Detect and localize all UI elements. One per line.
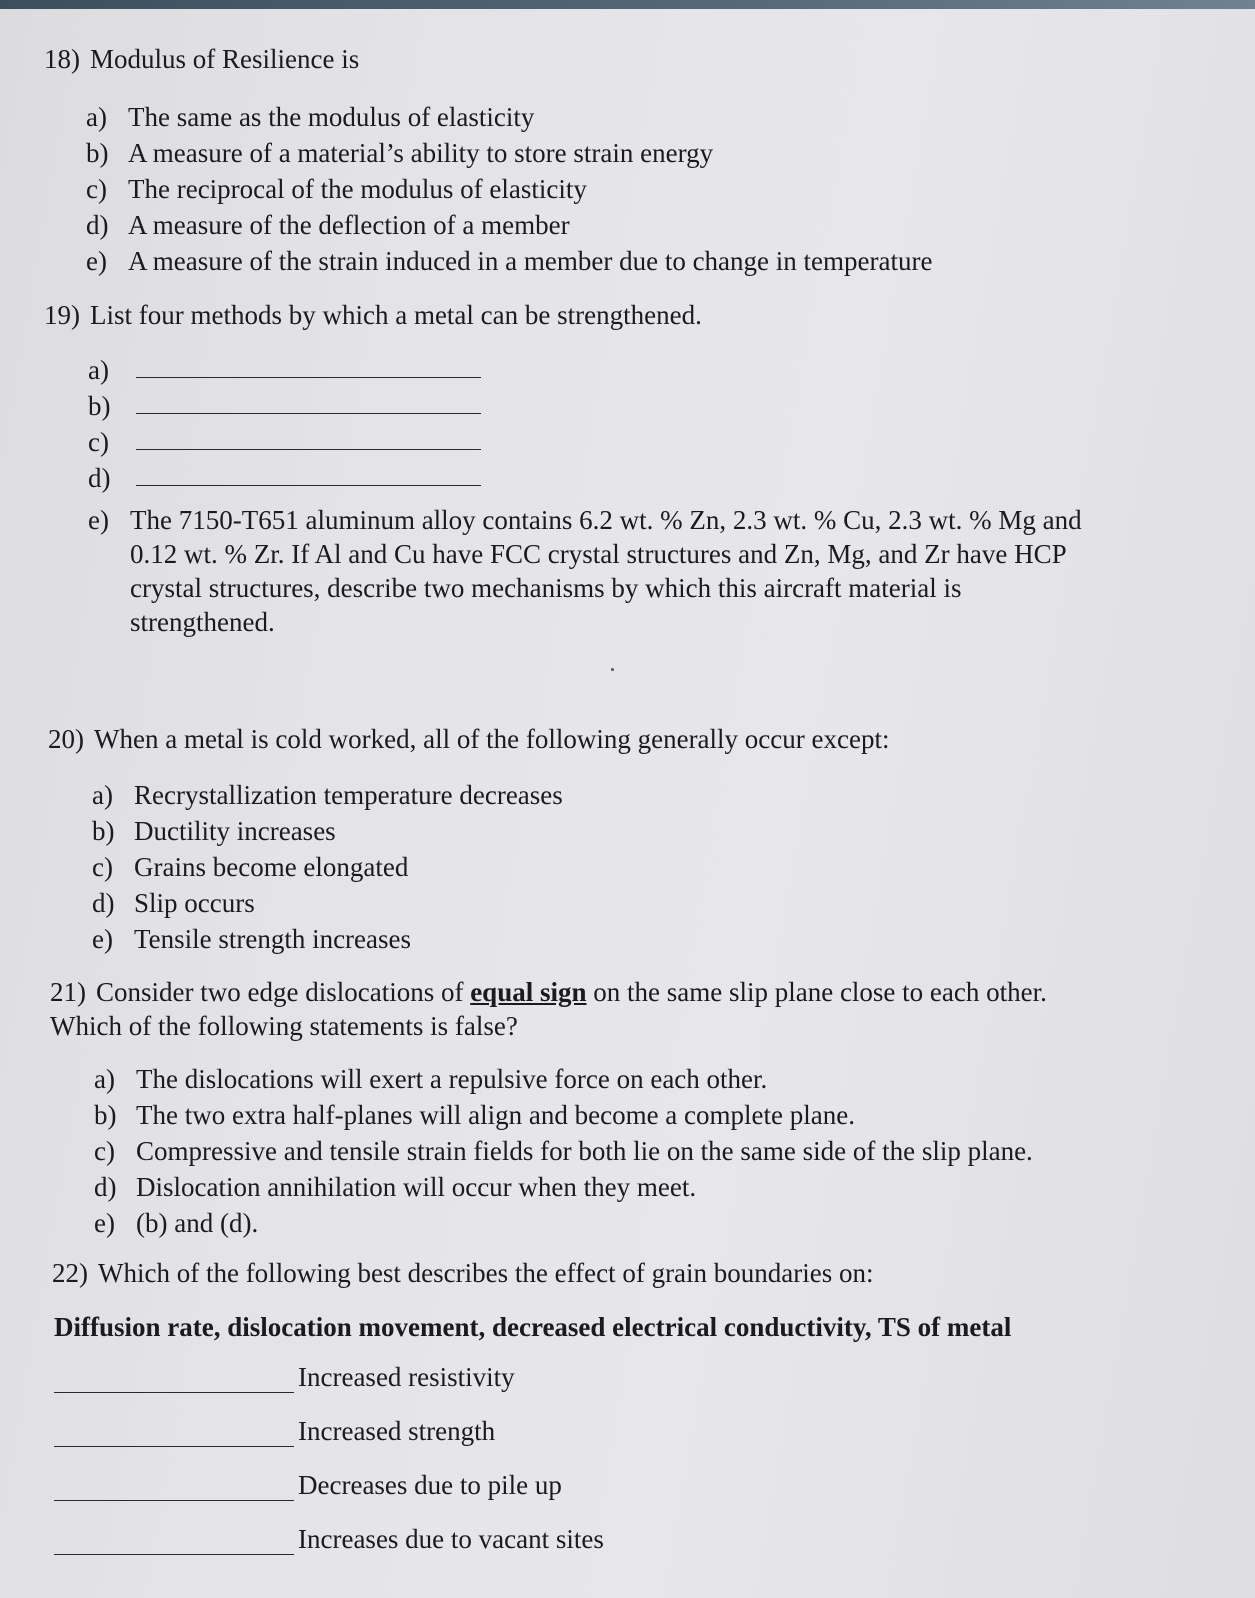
stray-mark (611, 668, 614, 671)
option-a[interactable]: a) The dislocations will exert a repulsive force on each other. (94, 1064, 768, 1094)
question-18 (44, 42, 359, 76)
option-e[interactable]: e) A measure of the strain induced in a member due to change in temperature (86, 246, 933, 276)
option-e[interactable]: e) Tensile strength increases (92, 924, 412, 954)
question-stem: Which of the following best describes the effect of grain boundaries on: (98, 1258, 874, 1288)
option-b[interactable]: b) Ductility increases (92, 816, 336, 846)
matching-row-4[interactable]: Increases due to vacant sites (54, 1524, 604, 1555)
option-a[interactable]: a) The same as the modulus of elasticity (86, 102, 535, 132)
answer-line[interactable] (136, 355, 481, 378)
question-stem-line-2: Which of the following statements is false? (50, 1011, 518, 1041)
matching-terms: Diffusion rate, dislocation movement, decreased electrical conductivity, TS of metal (54, 1312, 1012, 1342)
question-22 (52, 1256, 874, 1290)
question-number: 21) (50, 977, 86, 1007)
question-stem: When a metal is cold worked, all of the following generally occur except: (94, 724, 890, 754)
answer-line[interactable] (54, 1474, 294, 1501)
answer-line[interactable] (136, 391, 481, 414)
question-stem: Modulus of Resilience is (90, 44, 360, 74)
question-18-options (86, 100, 932, 280)
option-c[interactable]: c) Compressive and tensile strain fields for both lie on the same side of the slip plane. (94, 1136, 1033, 1166)
answer-line[interactable] (54, 1528, 294, 1555)
option-d[interactable]: d) Slip occurs (92, 888, 255, 918)
part-e: e) The 7150-T651 aluminum alloy contains 6.2 wt. % Zn, 2.3 wt. % Cu, 2.3 wt. % Mg and 0.12 wt. % Zr. If Al and Cu have FCC crystal structures and Zn, Mg, and Zr have HCP crystal structures, describe two mechanisms by which this aircraft material is strengthened. (88, 505, 1082, 637)
question-19-answers (88, 355, 1082, 639)
answer-blank-d[interactable]: d) (88, 463, 1082, 499)
answer-blank-b[interactable]: b) (88, 391, 1082, 427)
answer-line[interactable] (136, 427, 481, 450)
option-d[interactable]: d) A measure of the deflection of a member (86, 210, 570, 240)
part-e-text: The 7150-T651 aluminum alloy contains 6.2 wt. % Zn, 2.3 wt. % Cu, 2.3 wt. % Mg and 0.12 wt. % Zr. If Al and Cu have FCC crystal structures and Zn, Mg, and Zr have HCP crystal structures, describe two mechanisms by which this aircraft material is strengthened. (130, 505, 1082, 637)
option-b[interactable]: b) A measure of a material’s ability to store strain energy (86, 138, 714, 168)
matching-row-2[interactable]: Increased strength (54, 1416, 495, 1447)
question-number: 18) (44, 44, 80, 74)
emphasis-equal-sign: equal sign (470, 977, 587, 1007)
option-d[interactable]: d) Dislocation annihilation will occur when they meet. (94, 1172, 697, 1202)
question-20-options (92, 778, 563, 958)
option-c[interactable]: c) Grains become elongated (92, 852, 409, 882)
matching-row-1[interactable]: Increased resistivity (54, 1362, 515, 1393)
option-b[interactable]: b) The two extra half-planes will align and become a complete plane. (94, 1100, 855, 1130)
answer-line[interactable] (54, 1366, 294, 1393)
option-c[interactable]: c) The reciprocal of the modulus of elasticity (86, 174, 587, 204)
question-stem: List four methods by which a metal can be strengthened. (90, 300, 702, 330)
question-number: 19) (44, 300, 80, 330)
question-21 (50, 975, 1047, 1043)
answer-line[interactable] (136, 463, 481, 486)
question-number: 22) (52, 1258, 88, 1288)
answer-blank-a[interactable]: a) (88, 355, 1082, 391)
question-20 (48, 722, 889, 756)
matching-row-3[interactable]: Decreases due to pile up (54, 1470, 562, 1501)
option-a[interactable]: a) Recrystallization temperature decreases (92, 780, 563, 810)
question-21-options (94, 1062, 1033, 1242)
question-stem-line-1: 21) Consider two edge dislocations of equal sign on the same slip plane close to each other. (50, 977, 1047, 1007)
answer-line[interactable] (54, 1420, 294, 1447)
answer-blank-c[interactable]: c) (88, 427, 1082, 463)
option-e[interactable]: e) (b) and (d). (94, 1208, 259, 1238)
question-19 (44, 298, 702, 332)
question-number: 20) (48, 724, 84, 754)
